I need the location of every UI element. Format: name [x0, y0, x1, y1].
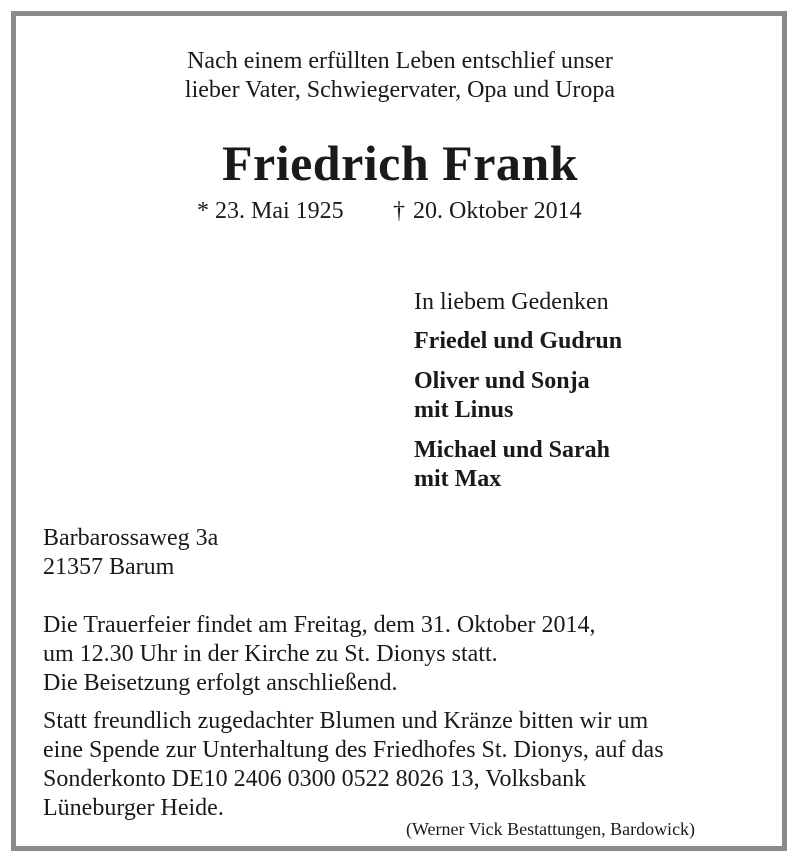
death-date-group — [393, 197, 582, 226]
donation-line-2: eine Spende zur Unterhaltung des Friedhofes St. Dionys, auf das — [43, 737, 664, 763]
address-city: 21357 Barum — [43, 554, 175, 580]
mourner-3-child: mit Max — [414, 466, 502, 492]
memorial-intro: In liebem Gedenken — [414, 289, 609, 315]
mourner-3: Michael und Sarah — [414, 437, 611, 463]
intro-line-1: Nach einem erfüllten Leben entschlief unser — [187, 48, 613, 74]
intro-line-2: lieber Vater, Schwiegervater, Opa und Uropa — [184, 77, 616, 103]
birth-date: * 23. Mai 1925 — [197, 198, 344, 224]
death-date: 20. Oktober 2014 — [413, 198, 582, 224]
mourner-2-child: mit Linus — [414, 397, 514, 423]
undertaker-credit: (Werner Vick Bestattungen, Bardowick) — [406, 819, 696, 839]
funeral-line-1: Die Trauerfeier findet am Freitag, dem 31. Oktober 2014, — [43, 612, 596, 638]
mourner-1: Friedel und Gudrun — [414, 328, 623, 354]
address-street: Barbarossaweg 3a — [43, 525, 219, 551]
deceased-name: Friedrich Frank — [221, 135, 579, 191]
donation-line-1: Statt freundlich zugedachter Blumen und Kränze bitten wir um — [43, 708, 649, 734]
funeral-line-3: Die Beisetzung erfolgt anschließend. — [43, 670, 398, 696]
mourner-2: Oliver und Sonja — [414, 368, 590, 394]
cross-icon: † — [393, 198, 405, 224]
funeral-line-2: um 12.30 Uhr in der Kirche zu St. Dionys statt. — [43, 641, 498, 667]
donation-line-4: Lüneburger Heide. — [43, 795, 224, 821]
donation-line-3: Sonderkonto DE10 2406 0300 0522 8026 13, Volksbank — [43, 766, 587, 792]
